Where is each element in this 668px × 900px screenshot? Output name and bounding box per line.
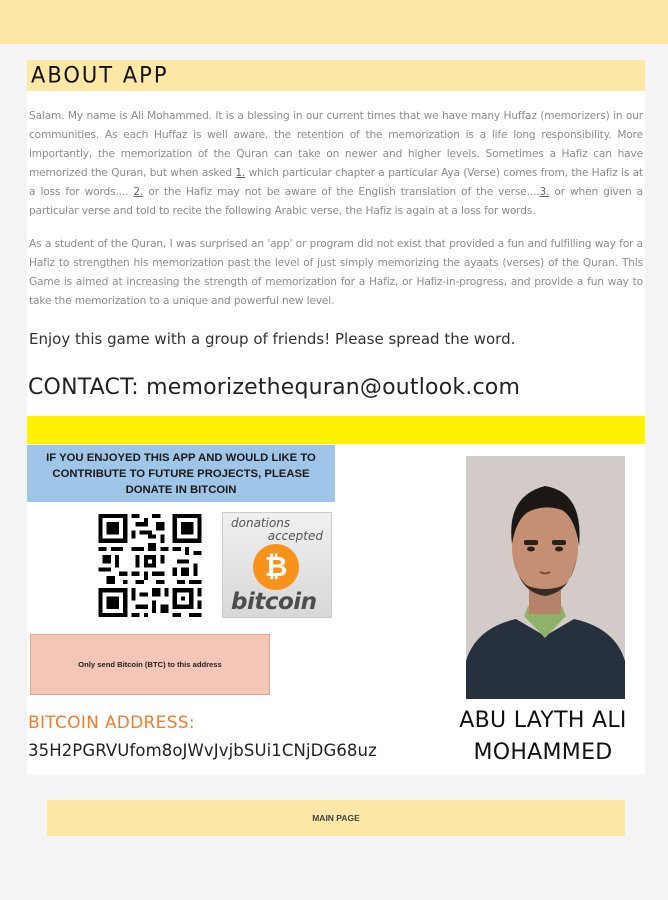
bitcoin-icon: ₿ [253, 544, 299, 590]
bitcoin-accepted-badge [222, 512, 332, 618]
profile-photo [466, 456, 625, 699]
profile-name: ABU LAYTH ALI MOHAMMED [459, 708, 627, 765]
about-paragraph-1 [29, 107, 643, 221]
about-card [27, 60, 645, 775]
enjoy-message: Enjoy this game with a group of friends! Please spread the word. [29, 330, 516, 348]
contact-email[interactable]: CONTACT: memorizethequran@outlook.com [28, 375, 521, 400]
about-text-b: which particular chapter a particular Aya (Verse) comes from, the Hafiz is at a loss for words.... [29, 167, 643, 198]
point-number-3: 3. [539, 186, 550, 198]
donate-banner [27, 445, 335, 502]
point-number-1: 1. [235, 167, 246, 179]
main-page-button[interactable] [47, 800, 625, 836]
point-number-2: 2. [133, 186, 144, 198]
page-title: ABOUT APP [31, 62, 169, 88]
bitcoin-address-value[interactable]: 35H2PGRVUfom8oJWvJvjbSUi1CNjDG68uz [28, 741, 377, 760]
about-text-a: Salam. My name is Ali Mohammed. It is a blessing in our current times that we have many Huffaz (memorizers) in our communities. As each Huffaz is well aware, the retention of the memorization is a life long responsibility. More importantly, the memorization of the Quran can take on newer and higher levels. Sometimes a Hafiz can have memorized the Quran, but when asked [29, 110, 643, 179]
main-page-label: MAIN PAGE [312, 813, 360, 823]
divider-strip [27, 416, 645, 444]
badge-accepted-text: accepted [267, 529, 323, 543]
about-text-c: or the Hafiz may not be aware of the English translation of the verse.... [143, 186, 540, 198]
badge-donations-text: donations [231, 516, 291, 530]
bitcoin-qr-code [97, 514, 203, 617]
about-text-d: or when given a particular verse and told to recite the following Arabic verse, the Hafiz is again at a loss for words. [29, 186, 643, 217]
donate-message: IF YOU ENJOYED THIS APP AND WOULD LIKE TO CONTRIBUTE TO FUTURE PROJECTS, PLEASE DONATE IN BITCOIN [46, 451, 316, 496]
bitcoin-address-label: BITCOIN ADDRESS: [28, 713, 195, 733]
top-app-bar [0, 0, 668, 44]
about-paragraph-2: As a student of the Quran, I was surprised an 'app' or program did not exist that provided a fun and fulfilling way for a Hafiz to strengthen his memorization past the level of just simply memorizing the ayaats (verses) of the Quran. This Game is aimed at increasing the strength of memorization for a Hafiz, or Hafiz-in-progress, and provide a fun way to take the memorization to a unique and powerful new level. [29, 238, 643, 307]
btc-warning-box [30, 634, 270, 695]
btc-warning-text: Only send Bitcoin (BTC) to this address [78, 660, 222, 669]
badge-bitcoin-word: bitcoin [231, 589, 317, 615]
about-header [27, 60, 645, 91]
